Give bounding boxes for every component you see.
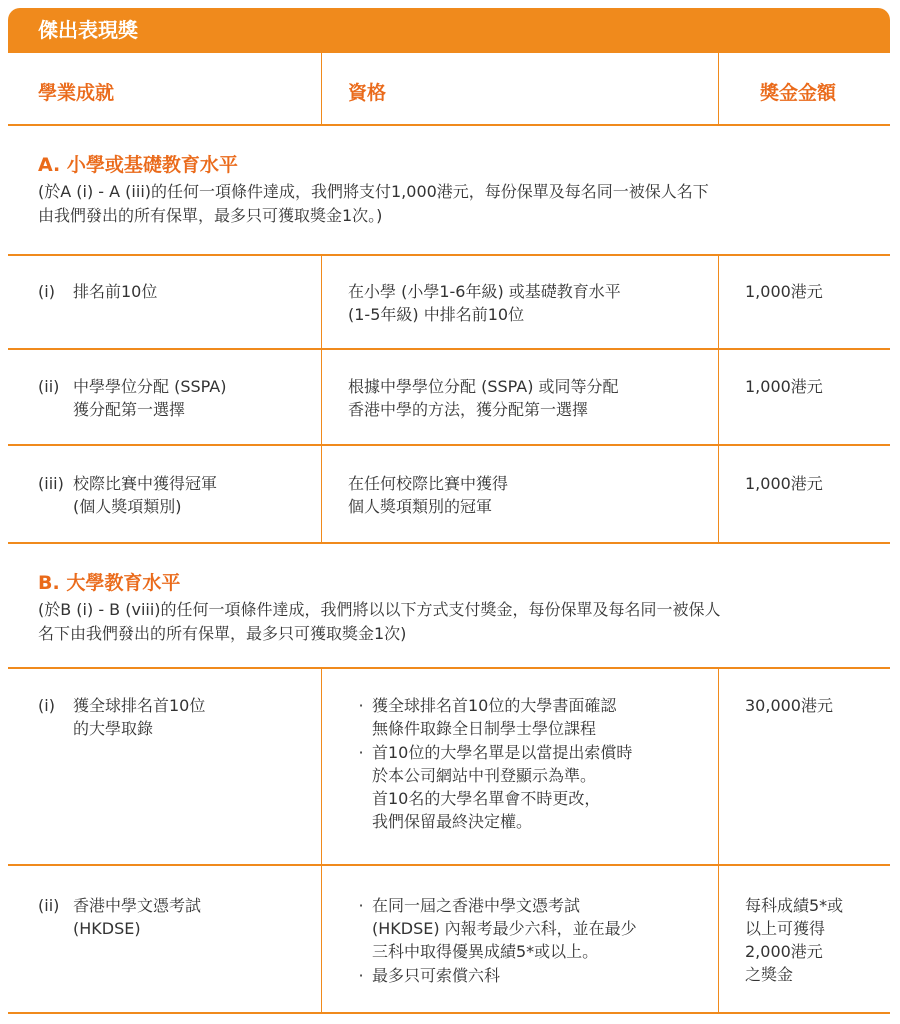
section-b-title: B. 大學教育水平 — [38, 572, 181, 594]
table-row-b2-amount: 每科成績5*或 以上可獲得 2,000港元 之獎金 — [745, 896, 844, 984]
table-row-b2-achievement: (ii) 香港中學文憑考試 (HKDSE) — [38, 896, 202, 938]
divider — [8, 254, 890, 256]
table-row-b1-achievement: (i) 獲全球排名首10位 的大學取錄 — [38, 696, 206, 738]
table-row-a3-qualification: 在任何校際比賽中獲得 個人獎項類別的冠軍 — [348, 474, 509, 516]
column-header-achievement: 學業成就 — [38, 82, 115, 104]
table-row-a1-achievement: (i) 排名前10位 — [38, 282, 158, 301]
section-a-description: (於A (i) - A (iii)的任何一項條件達成，我們將支付1,000港元，每份保單及每名同一被保人名下 由我們發出的所有保單，最多只可獲取獎金1次。) — [38, 182, 709, 225]
list-item: · 最多只可索償六科 — [348, 964, 708, 987]
divider — [8, 1012, 890, 1014]
divider — [8, 864, 890, 866]
column-divider — [718, 254, 719, 543]
column-divider — [718, 667, 719, 1013]
section-a-title: A. 小學或基礎教育水平 — [38, 154, 238, 176]
table-row-b1-amount: 30,000港元 — [745, 696, 833, 715]
table-row-a1-qualification: 在小學 (小學1-6年級) 或基礎教育水平 (1-5年級) 中排名前10位 — [348, 282, 621, 324]
table-title: 傑出表現獎 — [38, 18, 138, 42]
divider — [8, 667, 890, 669]
bullet-icon: · — [358, 696, 364, 715]
table-row-a2-qualification: 根據中學學位分配 (SSPA) 或同等分配 香港中學的方法，獲分配第一選擇 — [348, 377, 619, 419]
table-row-a3-amount: 1,000港元 — [745, 474, 823, 493]
column-divider — [321, 667, 322, 1013]
table-title-banner — [8, 8, 890, 53]
table-row-a3-achievement: (iii) 校際比賽中獲得冠軍 (個人獎項類別) — [38, 474, 218, 516]
divider — [8, 124, 890, 126]
column-header-qualification: 資格 — [348, 82, 387, 104]
table-row-a2-amount: 1,000港元 — [745, 377, 823, 396]
list-item: · 獲全球排名首10位的大學書面確認 無條件取錄全日制學士學位課程 — [348, 694, 708, 740]
table-row-a1-amount: 1,000港元 — [745, 282, 823, 301]
section-b-description: (於B (i) - B (viii)的任何一項條件達成，我們將以以下方式支付獎金，每份保單及每名同一被保人 名下由我們發出的所有保單，最多只可獲取獎金1次) — [38, 600, 721, 643]
column-divider — [718, 53, 719, 125]
column-divider — [321, 53, 322, 125]
divider — [8, 348, 890, 350]
list-item: · 在同一屆之香港中學文憑考試 (HKDSE) 內報考最少六科，並在最少 三科中取得優異成績5*或以上。 — [348, 894, 708, 963]
divider — [8, 444, 890, 446]
column-header-amount: 獎金金額 — [760, 82, 837, 104]
table-row-b2-qualification — [348, 894, 708, 988]
bullet-icon: · — [358, 966, 364, 985]
divider — [8, 542, 890, 544]
bullet-icon: · — [358, 896, 364, 915]
list-item: · 首10位的大學名單是以當提出索償時 於本公司網站中刊登顯示為準。 首10名的大學名單會不時更改， 我們保留最終決定權。 — [348, 741, 708, 833]
table-row-a2-achievement: (ii) 中學學位分配 (SSPA) 獲分配第一選擇 — [38, 377, 227, 419]
column-divider — [321, 254, 322, 543]
table-row-b1-qualification — [348, 694, 708, 834]
bullet-icon: · — [358, 743, 364, 762]
